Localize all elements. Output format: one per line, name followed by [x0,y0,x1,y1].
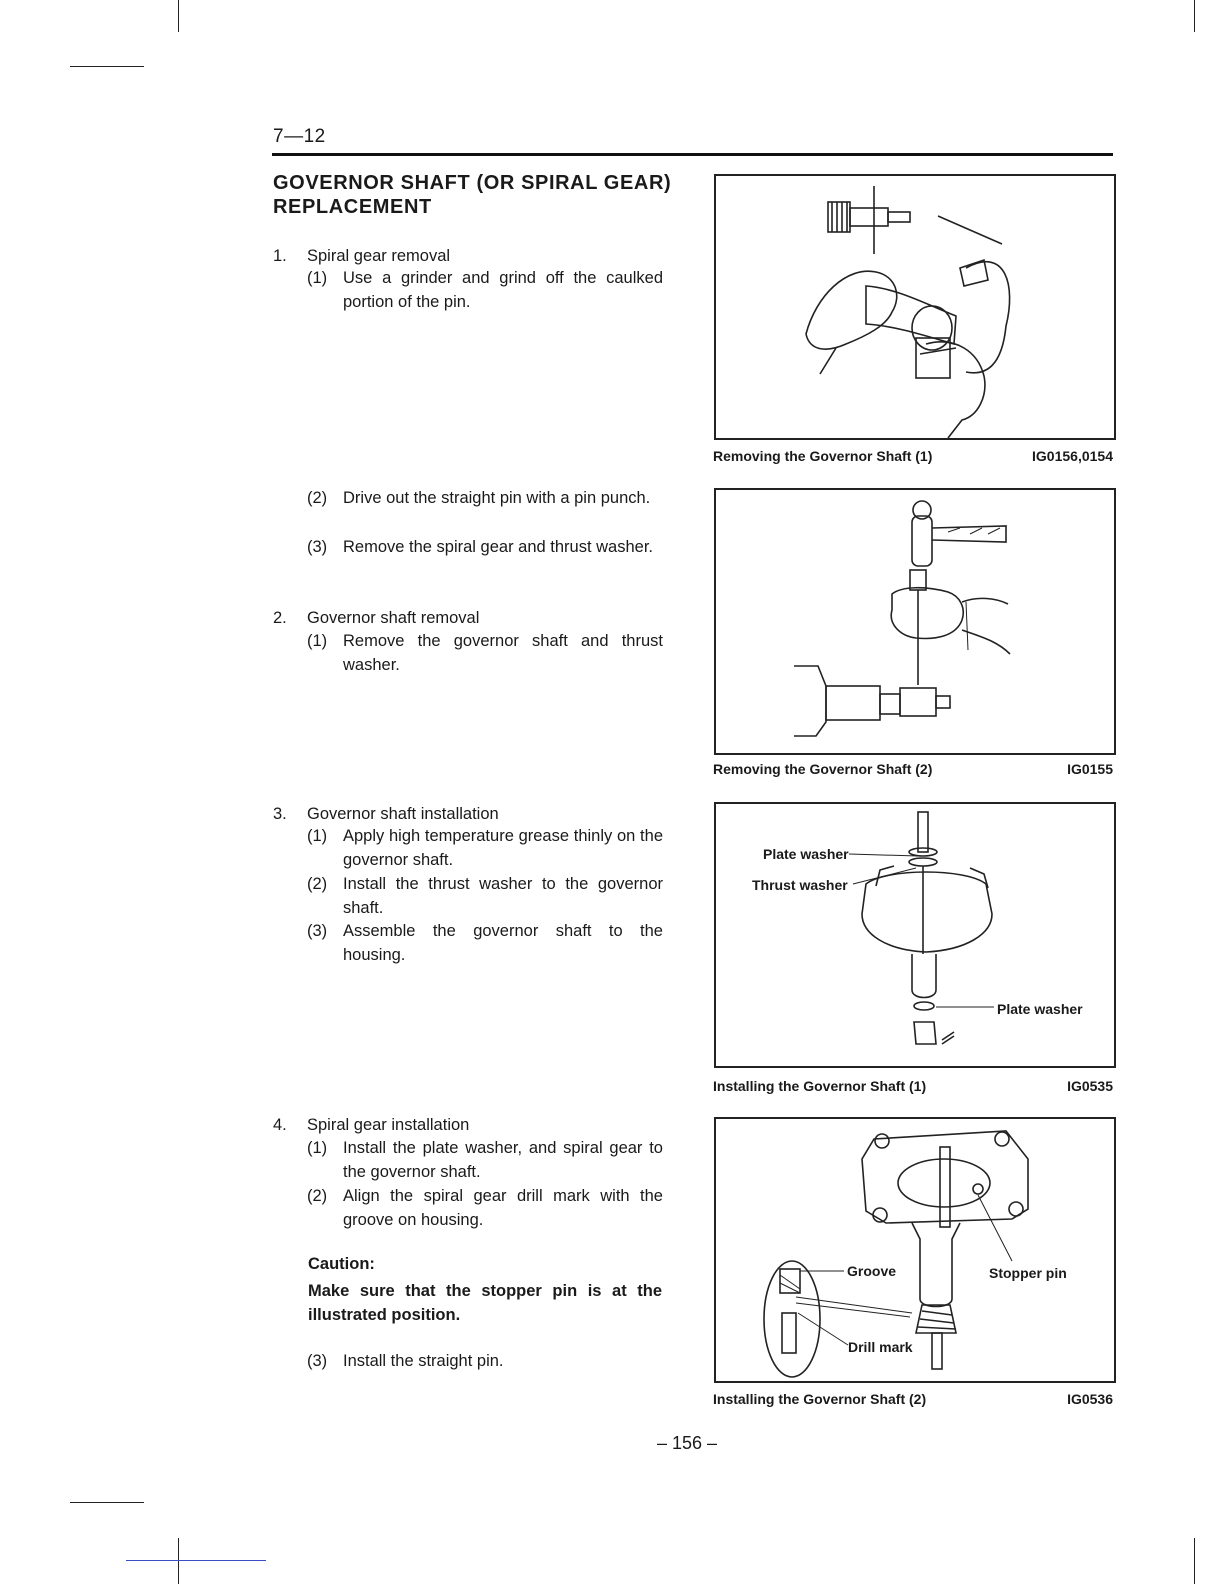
step-title: Governor shaft installation [307,805,499,823]
substep [307,1184,663,1232]
figure-caption [713,1078,1113,1094]
callout-thrust-washer: Thrust washer [752,877,848,893]
substep [307,629,663,677]
substep-text: Use a grinder and grind off the caulked portion of the pin. [343,269,663,311]
crop-mark [1194,1538,1195,1584]
figure-code: IG0156,0154 [1032,448,1113,464]
page-number: – 156 – [656,1433,718,1453]
header-rule [272,153,1113,156]
caption-text: Removing the Governor Shaft (2) [713,761,933,777]
caption-text: Installing the Governor Shaft (2) [713,1391,927,1407]
step-heading [273,802,573,826]
substep-number: (1) [307,827,328,845]
figure-caption [713,448,1113,464]
substep-number: (2) [307,875,328,893]
figure-removing-2 [714,488,1116,755]
substep-number: (3) [307,538,328,556]
figure-code: IG0536 [1067,1391,1113,1407]
substep-number: (1) [307,1139,328,1157]
caption-text: Removing the Governor Shaft (1) [713,448,933,464]
figure-installing-1 [714,802,1116,1068]
section-number: 7—12 [273,126,326,147]
substep [307,824,663,872]
figure-installing-2 [714,1117,1116,1383]
crop-mark [70,1502,144,1503]
crop-mark [178,0,179,32]
step-heading [273,606,573,630]
callout-stopper-pin: Stopper pin [989,1265,1067,1281]
substep-number: (3) [307,1352,328,1370]
substep [307,919,663,967]
distributor-housing-icon [716,1119,1114,1381]
crop-mark [126,1560,266,1561]
caption-text: Installing the Governor Shaft (1) [713,1078,927,1094]
step-title: Spiral gear installation [307,1116,470,1134]
step-number: 4. [273,1116,287,1134]
substep-text: Install the plate washer, and spiral gear to the governor shaft. [343,1139,663,1181]
substep [307,266,663,314]
substep-text: Install the thrust washer to the governor shaft. [343,875,663,917]
step-number: 1. [273,247,287,265]
figure-removing-1 [714,174,1116,440]
callout-plate-washer-lower: Plate washer [997,1001,1083,1017]
caution-title: Caution: [308,1255,375,1273]
hammer-pin-punch-icon [716,490,1114,753]
substep-text: Align the spiral gear drill mark with the groove on housing. [343,1187,663,1229]
distributor-exploded-icon [716,804,1114,1066]
step-number: 3. [273,805,287,823]
step-heading [273,244,573,268]
crop-mark [178,1538,179,1584]
hands-grinder-icon [716,176,1114,438]
caution-text: Make sure that the stopper pin is at the illustrated position. [308,1282,662,1324]
substep-number: (2) [307,489,328,507]
figure-caption [713,1391,1113,1407]
substep-number: (2) [307,1187,328,1205]
substep-text: Assemble the governor shaft to the housing. [343,922,663,964]
substep [307,535,663,559]
step-heading [273,1113,573,1137]
page-title: GOVERNOR SHAFT (OR SPIRAL GEAR) REPLACEMENT [273,172,672,218]
substep-text: Remove the governor shaft and thrust washer. [343,632,663,674]
substep-text: Remove the spiral gear and thrust washer. [343,538,653,556]
figure-code: IG0535 [1067,1078,1113,1094]
substep-text: Install the straight pin. [343,1352,504,1370]
step-title: Spiral gear removal [307,247,451,265]
substep-number: (3) [307,922,328,940]
figure-code: IG0155 [1067,761,1113,777]
substep-number: (1) [307,269,328,287]
callout-plate-washer: Plate washer [763,846,849,862]
callout-drill-mark: Drill mark [848,1339,913,1355]
substep-text: Apply high temperature grease thinly on the governor shaft. [343,827,663,869]
crop-mark [70,66,144,67]
step-number: 2. [273,609,287,627]
substep [307,1349,663,1373]
callout-groove: Groove [847,1263,897,1279]
figure-caption [713,761,1113,777]
substep [307,1136,663,1184]
substep-text: Drive out the straight pin with a pin punch. [343,489,651,507]
substep [307,486,663,510]
substep-number: (1) [307,632,328,650]
substep [307,872,663,920]
step-title: Governor shaft removal [307,609,480,627]
crop-mark [1194,0,1195,32]
